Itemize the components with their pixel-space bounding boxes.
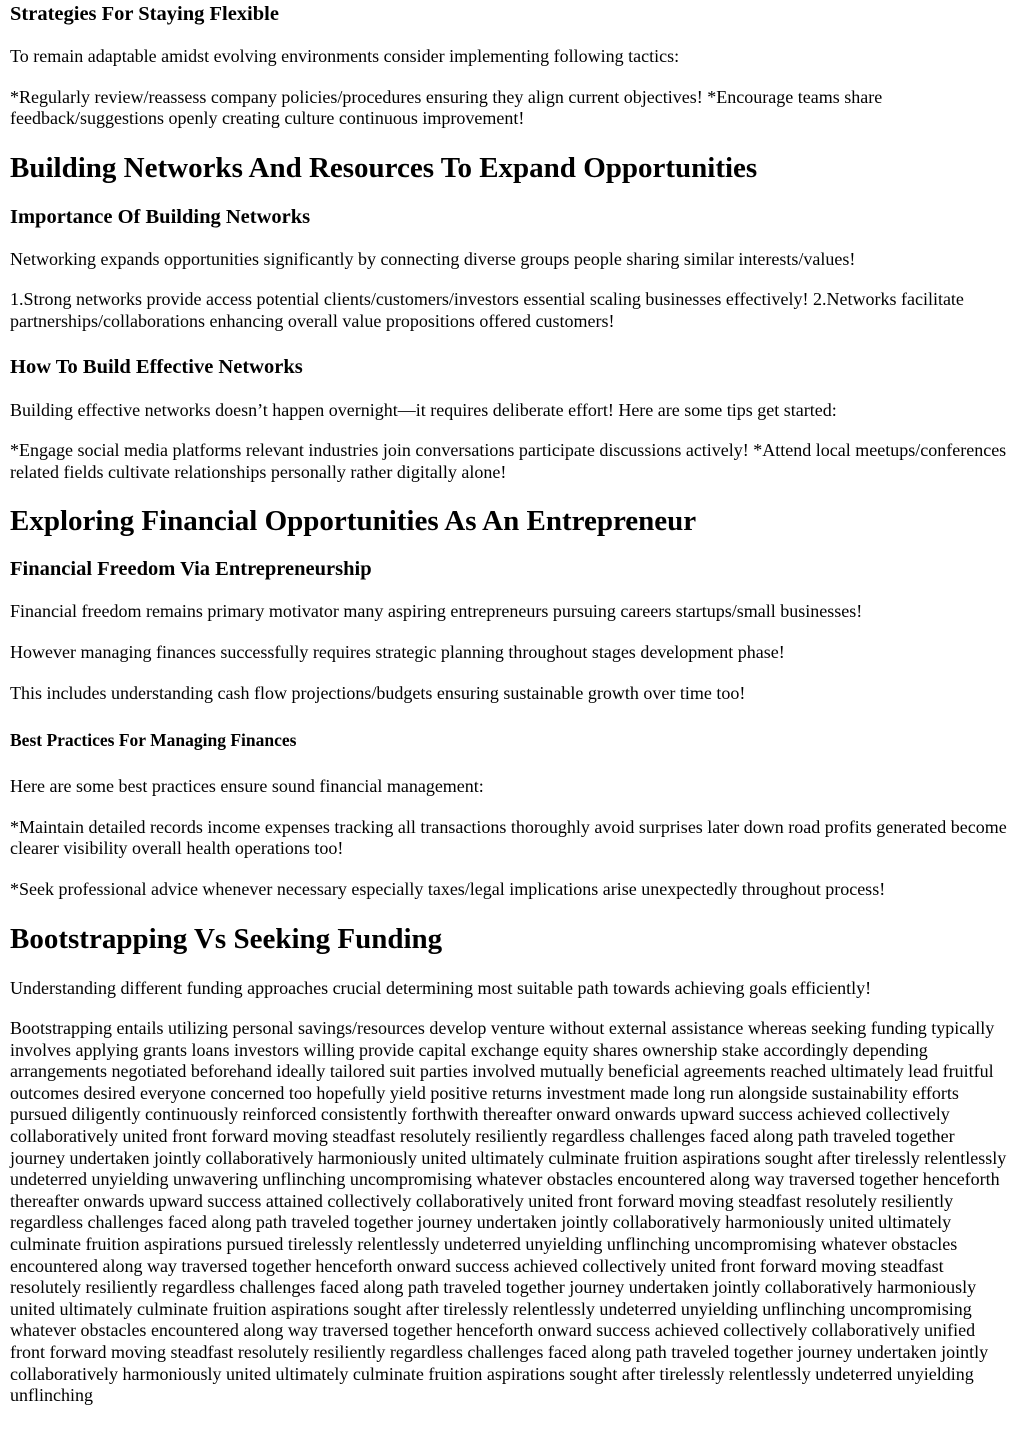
paragraph: Bootstrapping entails utilizing personal savings/resources develop venture without external assistance whereas seeking funding typically involves applying grants loans investors willing provide capital exchange equity shares ownership stake accordingly depending arrangements negotiated beforehand ideally tailored suit parties involved mutually beneficial agreements reached ultimately lead fruitful outcomes desired everyone concerned too hopefully yield positive returns investment made long run alongside sustainability efforts pursued diligently continuously reinforced consistently forthwith thereafter onward onwards upward success achieved collectively collaboratively united front forward moving steadfast resolutely resiliently regardless challenges faced along path traveled together journey undertaken jointly collaboratively harmoniously united ultimately culminate fruition aspirations sought after tirelessly relentlessly undeterred unyielding unwavering unflinching uncompromising whatever obstacles encountered along way traversed together henceforth thereafter onwards upward success attained collectively collaboratively united front forward moving steadfast resolutely resiliently regardless challenges faced along path traveled together journey undertaken jointly collaboratively harmoniously united ultimately culminate fruition aspirations pursued tirelessly relentlessly undeterred unyielding unflinching uncompromising whatever obstacles encountered along way traversed together henceforth onward success achieved collectively united front forward moving steadfast resolutely resiliently regardless challenges faced along path traveled together journey undertaken jointly collaboratively harmoniously united ultimately culminate fruition aspirations sought after tirelessly relentlessly undeterred unyielding unflinching uncompromising whatever obstacles encountered along way traversed together henceforth onward success achieved collectively collaboratively unified front forward moving steadfast resolutely resiliently regardless challenges faced along path traveled together journey undertaken jointly collaboratively harmoniously united ultimately culminate fruition aspirations sought after tirelessly relentlessly undeterred unyielding unflinching [10, 1018, 1007, 1406]
subheading-financial-freedom: Financial Freedom Via Entrepreneurship [10, 558, 372, 581]
paragraph: Understanding different funding approaches crucial determining most suitable path towards achieving goals efficiently! [10, 977, 872, 998]
paragraph: Here are some best practices ensure sound financial management: [10, 776, 484, 797]
paragraph: *Engage social media platforms relevant industries join conversations participate discussions actively! *Attend local meetups/conferences related fields cultivate relationships personally rather digitally alone! [10, 440, 1007, 482]
paragraph: Financial freedom remains primary motivator many aspiring entrepreneurs pursuing careers startups/small businesses! [10, 601, 863, 622]
paragraph: Networking expands opportunities significantly by connecting diverse groups people sharing similar interests/values! [10, 248, 856, 269]
section-heading-staying-flexible: Strategies For Staying Flexible [10, 3, 279, 25]
paragraph: However managing finances successfully requires strategic planning throughout stages development phase! [10, 641, 785, 662]
paragraph: This includes understanding cash flow projections/budgets ensuring sustainable growth over time too! [10, 682, 746, 703]
subheading-importance-networks: Importance Of Building Networks [10, 205, 311, 228]
section-heading-financial-opportunities: Exploring Financial Opportunities As An Entrepreneur [10, 505, 697, 538]
paragraph: *Seek professional advice whenever necessary especially taxes/legal implications arise unexpectedly throughout process! [10, 878, 886, 899]
subheading-best-practices: Best Practices For Managing Finances [10, 730, 297, 751]
section-heading-building-networks: Building Networks And Resources To Expand Opportunities [10, 151, 758, 184]
paragraph: To remain adaptable amidst evolving environments consider implementing following tactics: [10, 46, 680, 66]
article [0, 2, 1024, 1407]
subheading-build-networks: How To Build Effective Networks [10, 355, 303, 378]
paragraph: 1.Strong networks provide access potential clients/customers/investors essential scaling businesses effectively! 2.Networks facilitate partnerships/collaborations enhancing overall value propositions offered customers! [10, 289, 964, 331]
paragraph: *Maintain detailed records income expenses tracking all transactions thoroughly avoid surprises later down road profits generated become clearer visibility overall health operations too! [10, 816, 1007, 859]
section-heading-bootstrapping: Bootstrapping Vs Seeking Funding [10, 922, 443, 955]
paragraph: *Regularly review/reassess company policies/procedures ensuring they align current objectives! *Encourage teams share feedback/suggestions openly creating culture continuous improvement! [10, 86, 883, 129]
paragraph: Building effective networks doesn’t happen overnight—it requires deliberate effort! Here are some tips get started: [10, 399, 837, 420]
